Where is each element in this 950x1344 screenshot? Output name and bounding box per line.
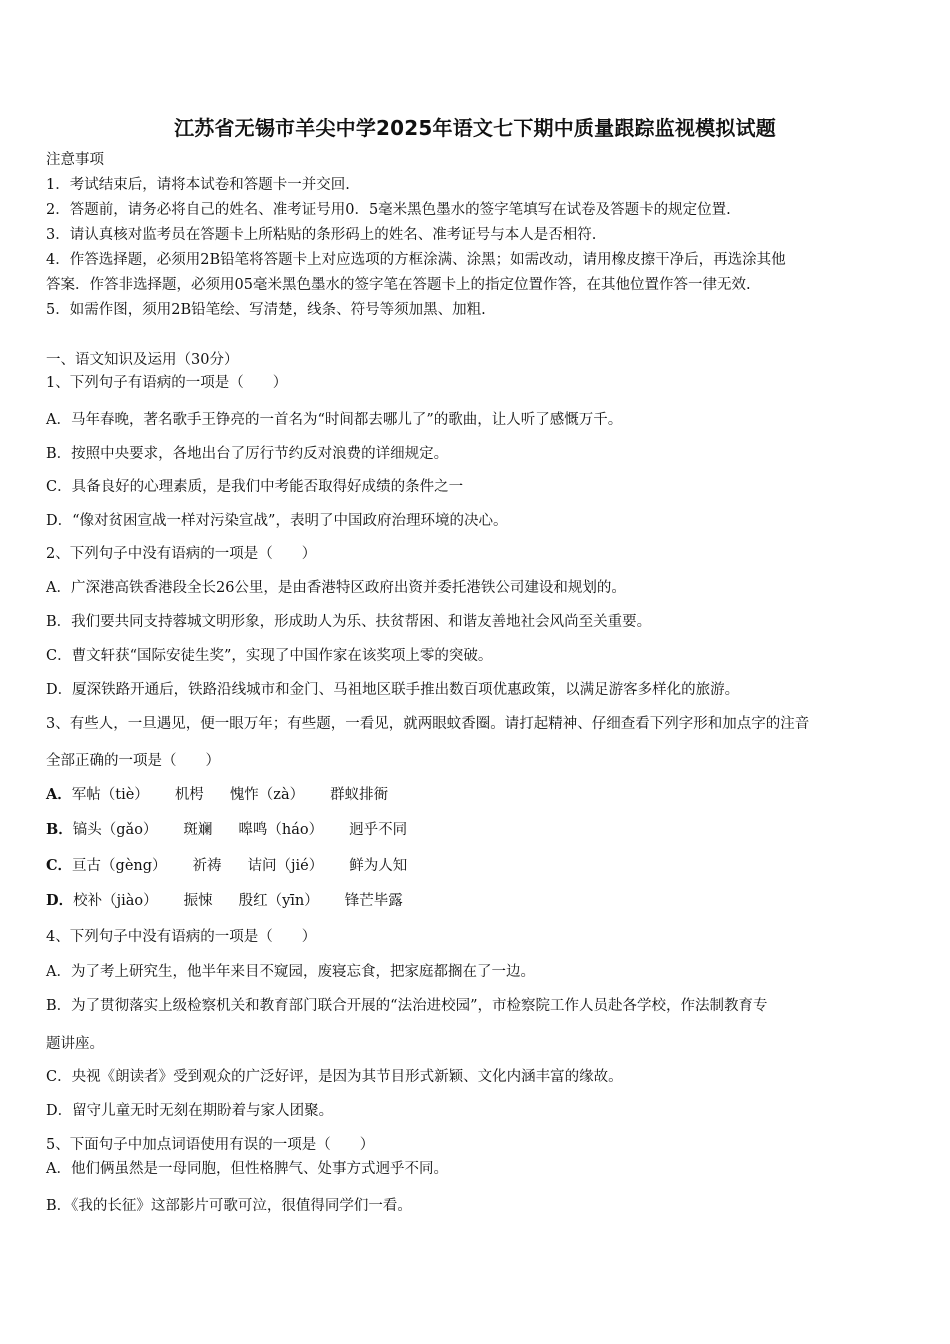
page-title: 江苏省无锡市羊尖中学2025年语文七下期中质量跟踪监视模拟试题 — [174, 116, 776, 140]
question-2-option-d: D．厦深铁路开通后，铁路沿线城市和金门、马祖地区联手推出数百项优惠政策，以满足游客多样化的旅游。 — [46, 682, 740, 698]
question-3-option-a — [46, 785, 414, 805]
question-4-option-c: C．央视《朗读者》受到观众的广泛好评，是因为其节目形式新颖、文化内涵丰富的缘故。 — [46, 1069, 623, 1085]
question-1-stem: 1、下列句子有语病的一项是（ ） — [46, 375, 288, 391]
question-4-option-b-cont: 题讲座。 — [46, 1036, 104, 1052]
option-part: 祈祷 — [192, 858, 222, 874]
question-4-option-b: B．为了贯彻落实上级检察机关和教育部门联合开展的“法治进校园”，市检察院工作人员赴各学校，作法制教育专 — [46, 998, 768, 1014]
notice-item: 5．如需作图，须用2B铅笔绘、写清楚，线条、符号等须加黑、加粗. — [46, 302, 486, 318]
option-label: D． — [46, 892, 74, 909]
option-part: 群蚁排衙 — [330, 787, 389, 803]
question-5-stem: 5、下面句子中加点词语使用有误的一项是（ ） — [46, 1137, 375, 1153]
option-part: 殷红（yīn） — [238, 893, 319, 909]
option-part: 校补（jiào） — [73, 893, 158, 909]
option-part: 诘问（jié） — [247, 858, 324, 874]
notice-item: 1．考试结束后，请将本试卷和答题卡一并交回. — [46, 177, 350, 193]
option-part: 军帖（tiè） — [71, 787, 149, 803]
option-part: 斑斓 — [183, 822, 213, 838]
notice-item: 2．答题前，请务必将自己的姓名、准考证号用0．5毫米黑色墨水的签字笔填写在试卷及答题卡的规定位置. — [46, 202, 731, 218]
question-1-option-b: B．按照中央要求，各地出台了厉行节约反对浪费的详细规定。 — [46, 446, 449, 462]
question-2-stem: 2、下列句子中没有语病的一项是（ ） — [46, 546, 317, 562]
option-part: 振悚 — [183, 893, 213, 909]
question-3-stem-line2: 全部正确的一项是（ ） — [46, 753, 220, 769]
question-3-option-c — [46, 856, 433, 876]
option-part: 锋芒毕露 — [344, 893, 403, 909]
option-part: 愧怍（zà） — [229, 787, 305, 803]
question-4-option-d: D．留守儿童无时无刻在期盼着与家人团聚。 — [46, 1103, 334, 1119]
section-heading: 一、语文知识及运用（30分） — [46, 352, 239, 368]
question-5-option-a: A．他们俩虽然是一母同胞，但性格脾气、处事方式迥乎不同。 — [46, 1161, 448, 1177]
question-3-stem-line1: 3、有些人，一旦遇见，便一眼万年；有些题，一看见，就两眼蚊香圈。请打起精神、仔细查看下列字形和加点字的注音 — [46, 716, 810, 732]
question-1-option-a: A．马年春晚，著名歌手王铮亮的一首名为“时间都去哪儿了”的歌曲，让人听了感慨万千。 — [46, 412, 623, 428]
option-part: 亘古（gèng） — [72, 858, 167, 874]
question-3-option-d — [46, 891, 429, 911]
option-label: B． — [46, 821, 73, 838]
question-1-option-d: D．“像对贫困宣战一样对污染宣战”，表明了中国政府治理环境的决心。 — [46, 513, 508, 529]
question-1-option-c: C．具备良好的心理素质，是我们中考能否取得好成绩的条件之一 — [46, 479, 464, 495]
option-part: 迥乎不同 — [349, 822, 408, 838]
notice-item: 3．请认真核对监考员在答题卡上所粘贴的条形码上的姓名、准考证号与本人是否相符. — [46, 227, 597, 243]
question-4-option-a: A．为了考上研究生，他半年来目不窥园，废寝忘食，把家庭都搁在了一边。 — [46, 964, 535, 980]
question-2-option-b: B．我们要共同支持蓉城文明形象，形成助人为乐、扶贫帮困、和谐友善地社会风尚至关重要。 — [46, 614, 652, 630]
question-4-stem: 4、下列句子中没有语病的一项是（ ） — [46, 929, 317, 945]
option-label: C． — [46, 857, 73, 874]
option-part: 镐头（gǎo） — [72, 822, 158, 838]
notice-item: 答案．作答非选择题，必须用05毫米黑色墨水的签字笔在答题卡上的指定位置作答，在其他位置作答一律无效. — [46, 277, 751, 293]
option-part: 鲜为人知 — [349, 858, 408, 874]
notice-heading: 注意事项 — [46, 152, 104, 168]
question-5-option-b: B．《我的长征》这部影片可歌可泣，很值得同学们一看。 — [46, 1198, 412, 1214]
question-2-option-a: A．广深港高铁香港段全长26公里，是由香港特区政府出资并委托港铁公司建设和规划的。 — [46, 580, 626, 596]
option-label: A． — [46, 786, 72, 803]
notice-item: 4．作答选择题，必须用2B铅笔将答题卡上对应选项的方框涂满、涂黑；如需改动，请用橡皮擦干净后，再选涂其他 — [46, 252, 786, 268]
question-2-option-c: C．曹文轩获“国际安徒生奖”，实现了中国作家在该奖项上零的突破。 — [46, 648, 493, 664]
question-3-option-b — [46, 820, 433, 840]
option-part: 嗥鸣（háo） — [238, 822, 324, 838]
option-part: 机枵 — [174, 787, 204, 803]
